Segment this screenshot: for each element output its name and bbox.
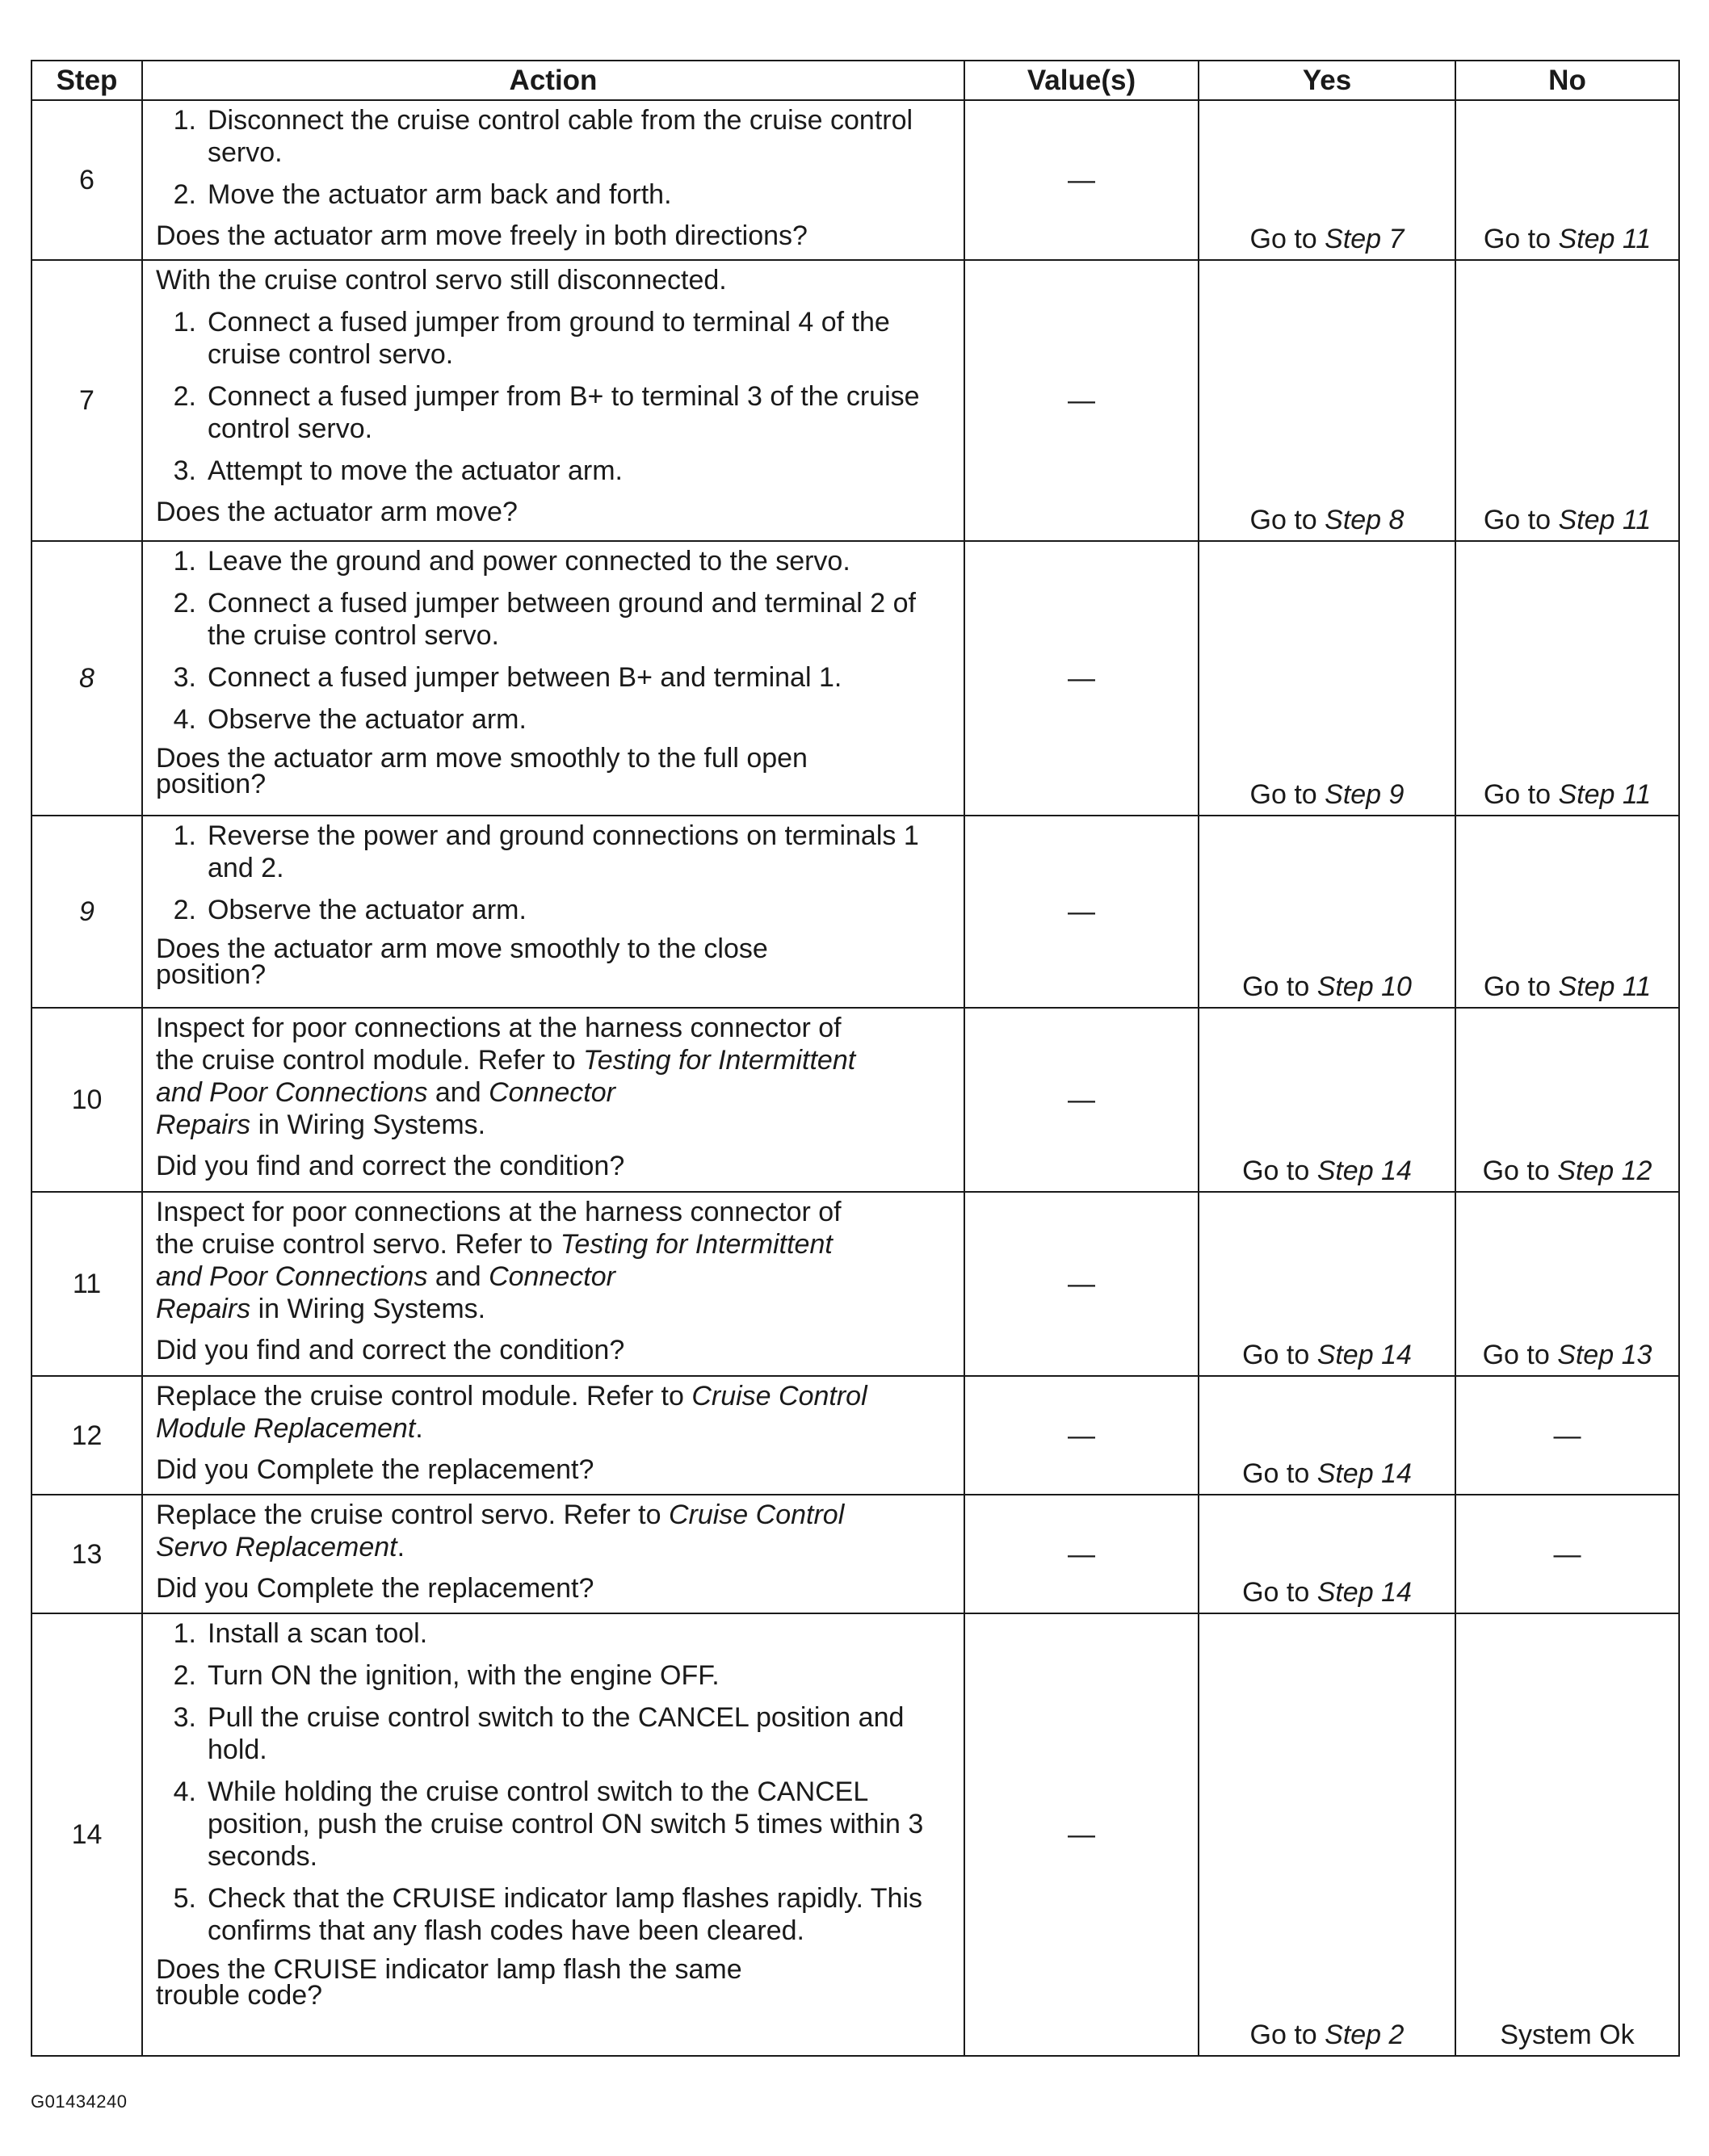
question-text: Did you find and correct the condition? <box>156 1335 625 1365</box>
yes-cell: Go to Step 9 <box>1199 541 1455 816</box>
doc-reference: Testing for Intermittent <box>583 1045 856 1076</box>
instruction-text: Replace the cruise control servo. Refer to Cruise Control Servo Replacement. <box>156 1500 845 1562</box>
step-number: 7 <box>31 260 142 541</box>
doc-reference: Servo Replacement <box>156 1532 397 1562</box>
instruction-text: Inspect for poor connections at the harness connector of the cruise control servo. Refer to Testing for Intermittent and Poor Connections and Connector Repairs in Wiring Systems. <box>156 1197 842 1324</box>
yes-cell: Go to Step 14 <box>1199 1376 1455 1495</box>
list-item: 2. Observe the actuator arm. <box>173 895 527 925</box>
doc-reference: Repairs <box>156 1109 251 1140</box>
list-item: 5. Check that the CRUISE indicator lamp flashes rapidly. This confirms that any flash codes have been cleared. <box>173 1883 923 1946</box>
step-link: Step 2 <box>1325 2020 1405 2050</box>
step-number: 13 <box>31 1495 142 1613</box>
action-cell <box>142 100 964 260</box>
list-item: 3. Attempt to move the actuator arm. <box>173 455 624 486</box>
step-number: 14 <box>31 1613 142 2056</box>
diagnostic-table <box>31 60 1680 2057</box>
list-item: 4. While holding the cruise control switch to the CANCEL position, push the cruise control ON switch 5 times within 3 seconds. <box>173 1776 924 1872</box>
no-cell: Go to Step 11 <box>1455 816 1679 1008</box>
step-number: 10 <box>31 1008 142 1192</box>
list-item: 1. Reverse the power and ground connections on terminals 1 and 2. <box>173 820 919 883</box>
step-link: Step 11 <box>1558 779 1652 810</box>
action-cell <box>142 1008 964 1192</box>
question-text: Does the actuator arm move smoothly to the full open position? <box>156 743 808 799</box>
step-number: 12 <box>31 1376 142 1495</box>
list-item: 3. Connect a fused jumper between B+ and terminal 1. <box>173 662 842 693</box>
header-action: Action <box>142 61 964 100</box>
table-row <box>31 260 1679 541</box>
doc-reference: and Poor Connections <box>156 1077 428 1108</box>
action-cell <box>142 541 964 816</box>
doc-reference: Connector <box>489 1077 615 1108</box>
no-cell: — <box>1455 1495 1679 1613</box>
doc-reference: Cruise Control <box>668 1500 845 1530</box>
no-cell: System Ok <box>1455 1613 1679 2056</box>
step-link: Step 14 <box>1316 1458 1412 1489</box>
list-item: 1. Install a scan tool. <box>173 1618 428 1649</box>
yes-cell: Go to Step 14 <box>1199 1495 1455 1613</box>
step-number: 8 <box>31 541 142 816</box>
question-text: Does the CRUISE indicator lamp flash the same trouble code? <box>156 1954 742 2011</box>
question-text: Does the actuator arm move freely in both directions? <box>156 220 808 251</box>
no-cell: Go to Step 12 <box>1455 1008 1679 1192</box>
action-cell <box>142 1192 964 1376</box>
doc-reference: Testing for Intermittent <box>560 1229 833 1260</box>
table-row <box>31 1192 1679 1376</box>
list-item: 2. Turn ON the ignition, with the engine OFF. <box>173 1660 720 1691</box>
no-cell: — <box>1455 1376 1679 1495</box>
yes-cell: Go to Step 8 <box>1199 260 1455 541</box>
doc-reference: Cruise Control <box>691 1381 867 1411</box>
table-row <box>31 541 1679 816</box>
step-link: Step 14 <box>1316 1577 1412 1608</box>
value-cell: — <box>964 1192 1199 1376</box>
instruction-text: Replace the cruise control module. Refer to Cruise Control Module Replacement. <box>156 1381 867 1444</box>
table-row <box>31 1008 1679 1192</box>
doc-reference: Repairs <box>156 1294 251 1324</box>
question-text: Does the actuator arm move? <box>156 497 518 527</box>
value-cell: — <box>964 1495 1199 1613</box>
header-row <box>31 61 1679 100</box>
table-row <box>31 1613 1679 2056</box>
value-cell: — <box>964 816 1199 1008</box>
question-text: Did you Complete the replacement? <box>156 1573 594 1604</box>
yes-cell: Go to Step 7 <box>1199 100 1455 260</box>
table-row <box>31 100 1679 260</box>
table-row <box>31 1376 1679 1495</box>
step-link: Step 11 <box>1558 505 1652 535</box>
step-number: 9 <box>31 816 142 1008</box>
action-cell <box>142 260 964 541</box>
no-cell: Go to Step 11 <box>1455 100 1679 260</box>
table-row <box>31 1495 1679 1613</box>
step-link: Step 7 <box>1325 224 1405 254</box>
list-item: 1. Disconnect the cruise control cable from the cruise control servo. <box>173 105 913 168</box>
question-text: Did you Complete the replacement? <box>156 1454 594 1485</box>
step-link: Step 10 <box>1316 971 1412 1002</box>
step-number: 11 <box>31 1192 142 1376</box>
value-cell: — <box>964 541 1199 816</box>
action-cell <box>142 816 964 1008</box>
value-cell: — <box>964 1008 1199 1192</box>
no-cell: Go to Step 11 <box>1455 260 1679 541</box>
step-link: Step 13 <box>1557 1340 1652 1370</box>
step-link: Step 9 <box>1325 779 1405 810</box>
header-no: No <box>1455 61 1679 100</box>
question-text: Did you find and correct the condition? <box>156 1151 625 1181</box>
action-cell <box>142 1376 964 1495</box>
no-cell: Go to Step 11 <box>1455 541 1679 816</box>
doc-reference: and Poor Connections <box>156 1261 428 1292</box>
step-link: Step 11 <box>1558 971 1652 1002</box>
step-link: Step 12 <box>1557 1156 1652 1186</box>
figure-id: G01434240 <box>31 2091 128 2112</box>
header-value: Value(s) <box>964 61 1199 100</box>
list-item: 2. Connect a fused jumper between ground and terminal 2 of the cruise control servo. <box>173 588 916 651</box>
list-item: 1. Connect a fused jumper from ground to terminal 4 of the cruise control servo. <box>173 307 890 370</box>
action-cell <box>142 1495 964 1613</box>
diagnostic-table-page <box>31 60 1678 2057</box>
value-cell: — <box>964 1613 1199 2056</box>
step-link: Step 14 <box>1316 1340 1412 1370</box>
value-cell: — <box>964 100 1199 260</box>
list-item: 3. Pull the cruise control switch to the CANCEL position and hold. <box>173 1702 905 1765</box>
doc-reference: Module Replacement <box>156 1413 416 1444</box>
yes-cell: Go to Step 14 <box>1199 1192 1455 1376</box>
table-row <box>31 816 1679 1008</box>
step-number: 6 <box>31 100 142 260</box>
value-cell: — <box>964 260 1199 541</box>
intro-text: With the cruise control servo still disconnected. <box>156 265 727 296</box>
step-link: Step 14 <box>1316 1156 1412 1186</box>
header-step: Step <box>31 61 142 100</box>
value-cell: — <box>964 1376 1199 1495</box>
yes-cell: Go to Step 10 <box>1199 816 1455 1008</box>
list-item: 2. Move the actuator arm back and forth. <box>173 179 672 210</box>
no-cell: Go to Step 13 <box>1455 1192 1679 1376</box>
question-text: Does the actuator arm move smoothly to the close position? <box>156 933 768 990</box>
list-item: 1. Leave the ground and power connected to the servo. <box>173 546 850 577</box>
doc-reference: Connector <box>489 1261 615 1292</box>
step-link: Step 11 <box>1558 224 1652 254</box>
list-item: 2. Connect a fused jumper from B+ to terminal 3 of the cruise control servo. <box>173 381 920 444</box>
yes-cell: Go to Step 2 <box>1199 1613 1455 2056</box>
instruction-text: Inspect for poor connections at the harness connector of the cruise control module. Refer to Testing for Intermittent and Poor Connections and Connector Repairs in Wiring Systems. <box>156 1013 856 1140</box>
list-item: 4. Observe the actuator arm. <box>173 704 527 735</box>
action-cell <box>142 1613 964 2056</box>
yes-cell: Go to Step 14 <box>1199 1008 1455 1192</box>
step-link: Step 8 <box>1325 505 1405 535</box>
header-yes: Yes <box>1199 61 1455 100</box>
